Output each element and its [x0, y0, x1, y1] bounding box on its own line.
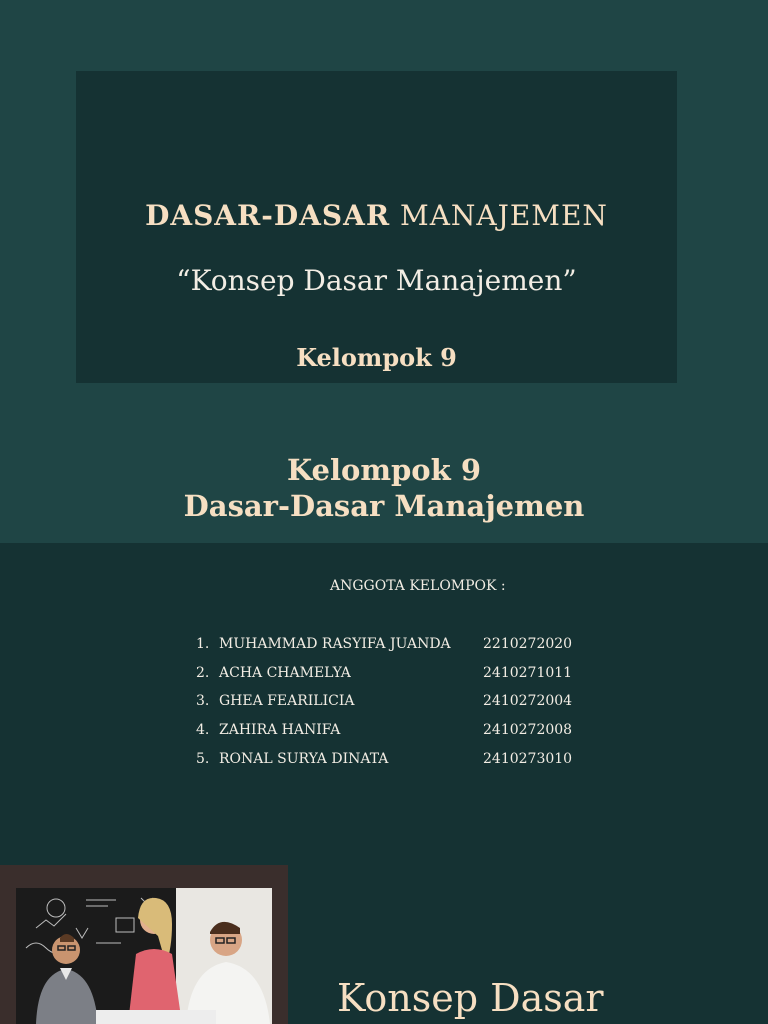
members-slide-course-title: Dasar-Dasar Manajemen	[183, 489, 585, 523]
member-id: 2210272020	[483, 636, 573, 652]
member-name: GHEA FEARILICIA	[219, 693, 355, 709]
member-name: MUHAMMAD RASYIFA JUANDA	[219, 636, 451, 652]
member-id: 2410272004	[483, 693, 573, 709]
member-number: 1.	[196, 636, 210, 652]
member-id: 2410271011	[483, 665, 573, 681]
group-label: Kelompok 9	[296, 343, 457, 372]
members-heading: ANGGOTA KELOMPOK :	[330, 578, 506, 594]
member-number: 4.	[196, 722, 210, 738]
title-box	[76, 71, 677, 383]
member-number: 5.	[196, 751, 210, 767]
member-row	[196, 722, 616, 744]
title-light-part: MANAJEMEN	[400, 199, 608, 232]
member-number: 2.	[196, 665, 210, 681]
member-row	[196, 665, 616, 687]
member-name: RONAL SURYA DINATA	[219, 751, 389, 767]
concept-slide-title: Konsep Dasar	[337, 976, 604, 1020]
member-name: ZAHIRA HANIFA	[219, 722, 341, 738]
member-number: 3.	[196, 693, 210, 709]
member-name: ACHA CHAMELYA	[219, 665, 351, 681]
member-row	[196, 751, 616, 773]
member-id: 2410273010	[483, 751, 573, 767]
title-bold-part: DASAR-DASAR	[145, 199, 391, 232]
presentation-title	[76, 199, 677, 232]
presentation-subtitle: “Konsep Dasar Manajemen”	[176, 264, 577, 297]
title-slide	[0, 0, 768, 412]
member-id: 2410272008	[483, 722, 573, 738]
member-row	[196, 636, 616, 658]
team-photo	[16, 888, 272, 1024]
member-row	[196, 693, 616, 715]
members-slide-group-title: Kelompok 9	[286, 453, 482, 487]
